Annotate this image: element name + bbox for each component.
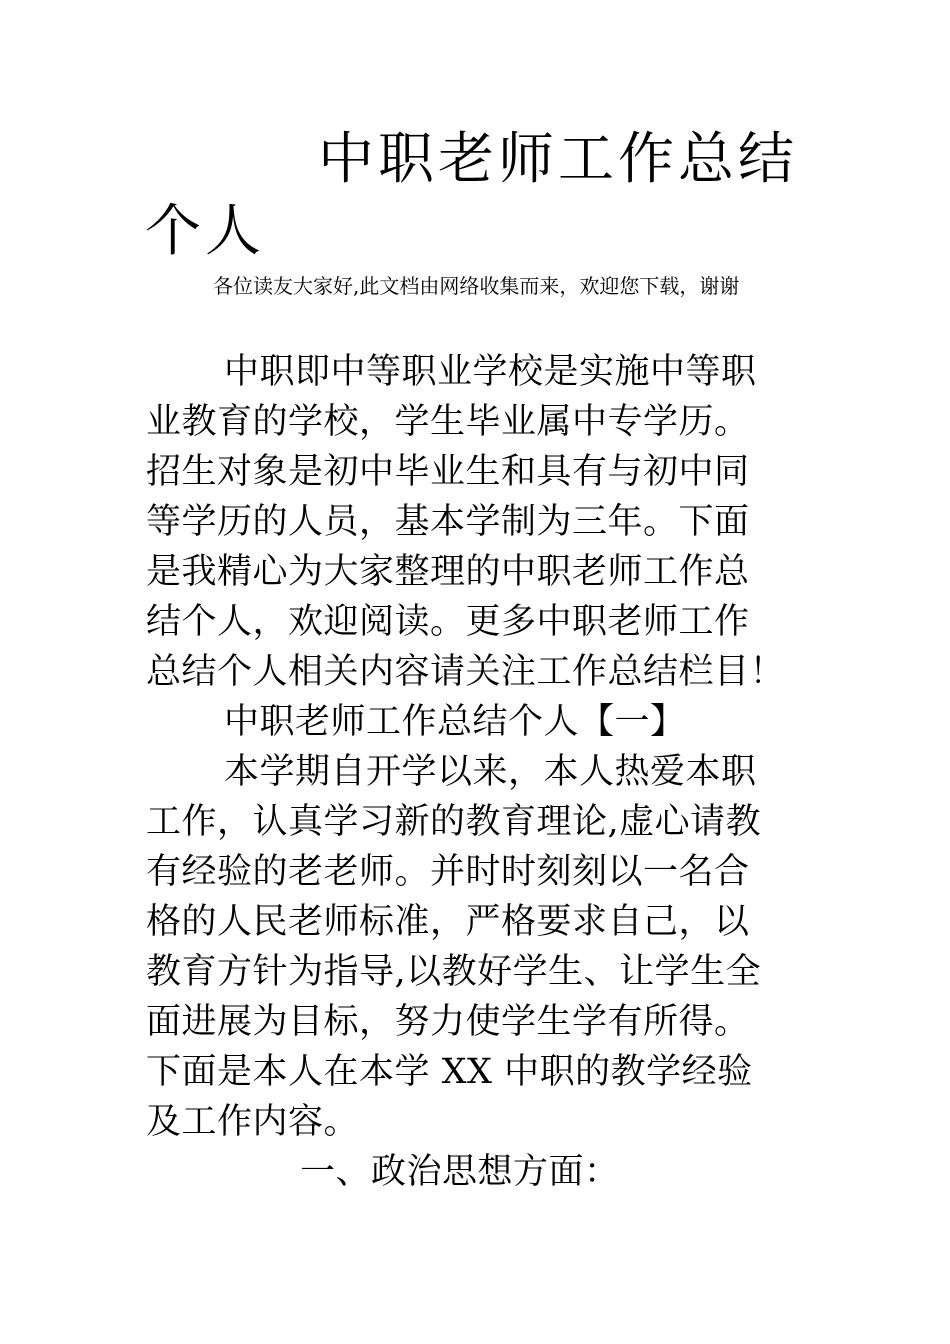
paragraph-line: 教育方针为指导,以教好学生、让学生全 xyxy=(146,952,762,992)
paragraph-line: 工作，认真学习新的教育理论,虚心请教 xyxy=(146,802,762,842)
section-heading: 中职老师工作总结个人【一】 xyxy=(224,702,686,742)
intro-line: 总结个人相关内容请关注工作总结栏目！ xyxy=(146,652,786,692)
intro-line: 结个人，欢迎阅读。更多中职老师工作 xyxy=(146,602,750,642)
document-title-line1: 中职老师工作总结 xyxy=(318,127,798,192)
paragraph-line: 下面是本人在本学 XX 中职的教学经验 xyxy=(146,1052,753,1092)
intro-line: 等学历的人员，基本学制为三年。下面 xyxy=(146,502,750,542)
paragraph-line: 格的人民老师标准，严格要求自己，以 xyxy=(146,902,750,942)
intro-line: 是我精心为大家整理的中职老师工作总 xyxy=(146,552,750,592)
intro-line: 招生对象是初中毕业生和具有与初中同 xyxy=(146,452,750,492)
paragraph-line: 面进展为目标，努力使学生学有所得。 xyxy=(146,1002,750,1042)
paragraph-line: 有经验的老老师。并时时刻刻以一名合 xyxy=(146,852,750,892)
paragraph-line: 及工作内容。 xyxy=(146,1102,360,1142)
intro-line: 业教育的学校，学生毕业属中专学历。 xyxy=(146,402,750,442)
subheading: 一、政治思想方面： xyxy=(300,1152,620,1192)
document-title-line2: 个人 xyxy=(145,199,265,264)
paragraph-line: 本学期自开学以来，本人热爱本职 xyxy=(224,752,757,792)
download-notice: 各位读友大家好,此文档由网络收集而来，欢迎您下载，谢谢 xyxy=(213,274,740,298)
intro-line: 中职即中等职业学校是实施中等职 xyxy=(224,352,757,392)
